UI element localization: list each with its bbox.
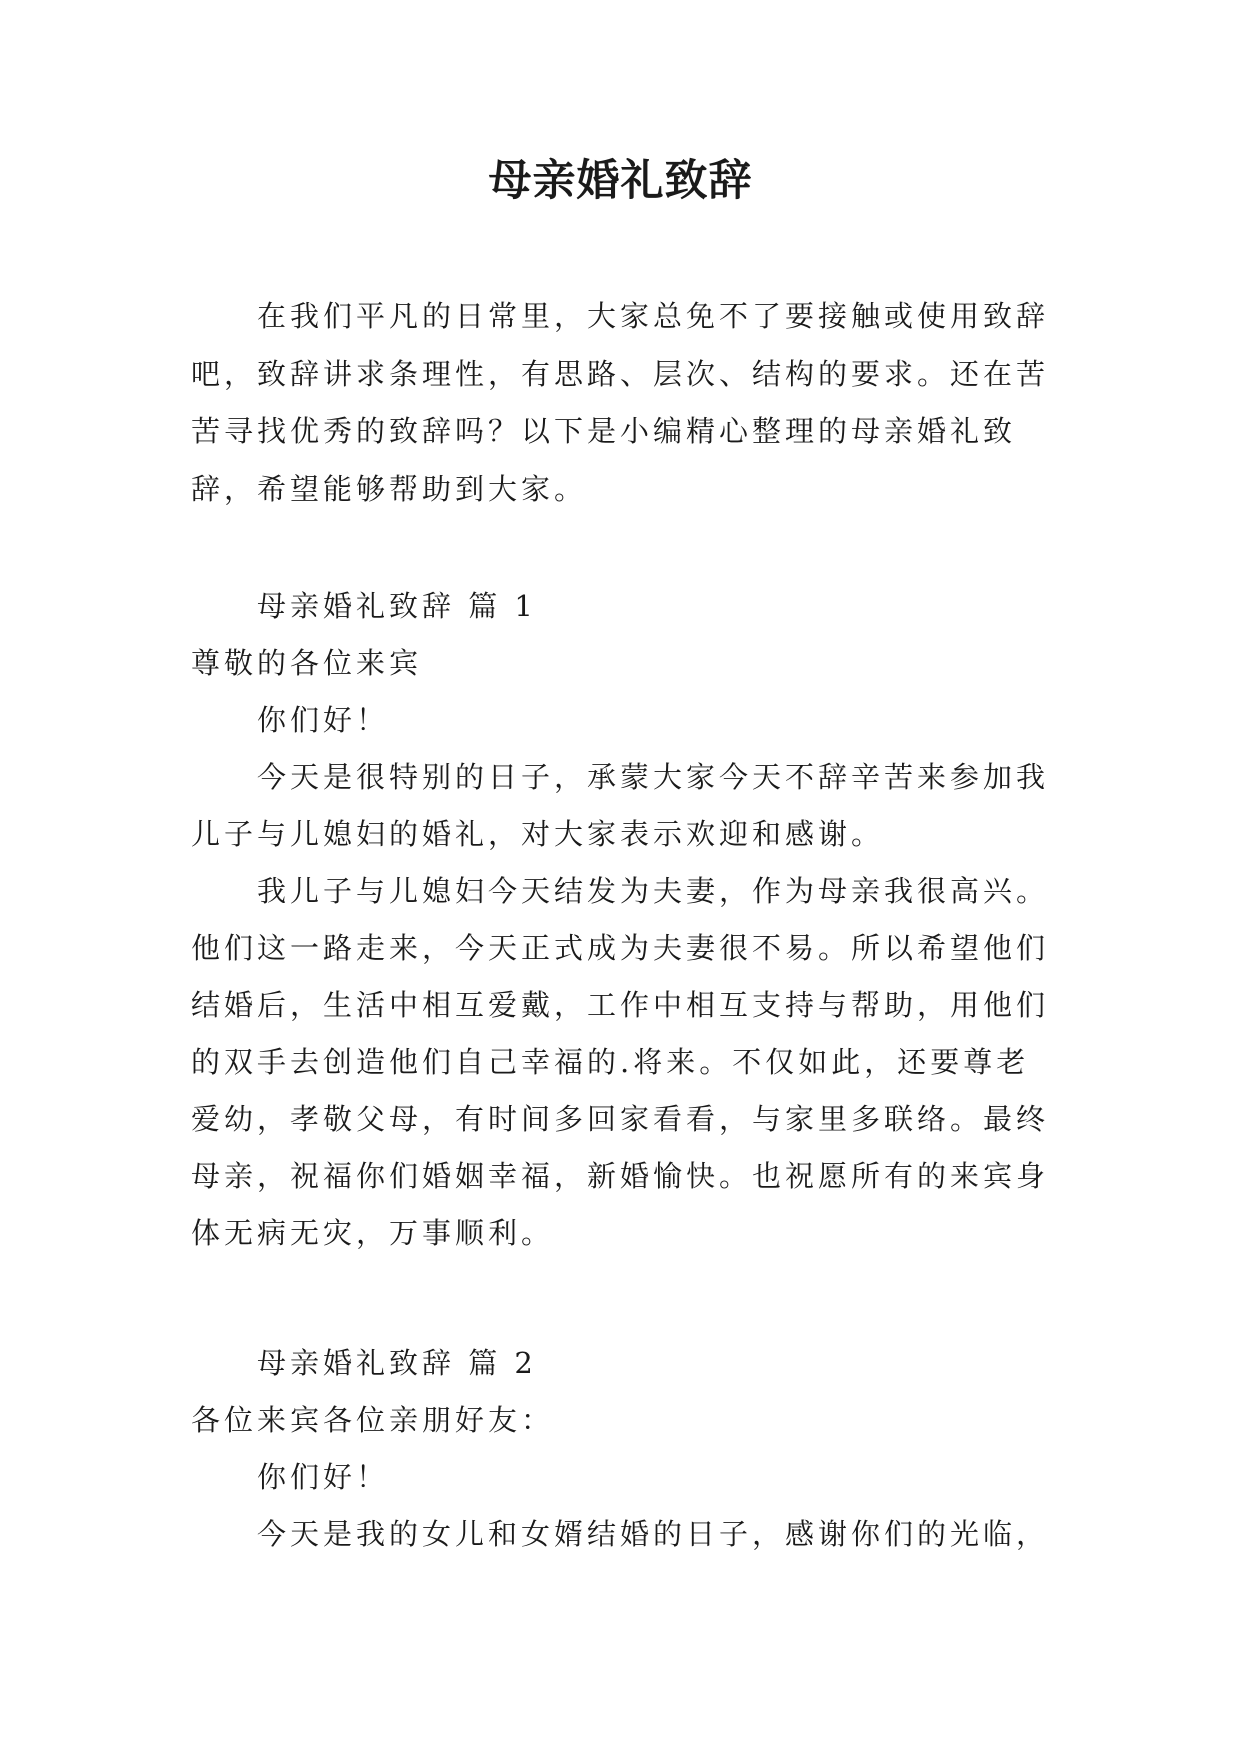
section-2 bbox=[191, 1335, 1061, 1563]
section-heading: 母亲婚礼致辞 篇 1 bbox=[257, 589, 537, 623]
salutation: 尊敬的各位来宾 bbox=[191, 646, 423, 680]
body-paragraph: 我儿子与儿媳妇今天结发为夫妻，作为母亲我很高兴。他们这一路走来，今天正式成为夫妻很不易。所以希望他们结婚后，生活中相互爱戴，工作中相互支持与帮助，用他们的双手去创造他们自己幸福的.将来。不仅如此，还要尊老爱幼，孝敬父母，有时间多回家看看，与家里多联络。最终母亲，祝福你们婚姻幸福，新婚愉快。也祝愿所有的来宾身体无病无灾，万事顺利。 bbox=[191, 874, 1050, 1250]
greeting: 你们好！ bbox=[257, 703, 390, 737]
salutation: 各位来宾各位亲朋好友： bbox=[191, 1403, 555, 1437]
document-title: 母亲婚礼致辞 bbox=[488, 156, 753, 206]
section-heading: 母亲婚礼致辞 篇 2 bbox=[257, 1346, 537, 1380]
section-1 bbox=[191, 578, 1061, 1262]
intro-paragraph: 在我们平凡的日常里，大家总免不了要接触或使用致辞吧，致辞讲求条理性，有思路、层次、结构的要求。还在苦苦寻找优秀的致辞吗？以下是小编精心整理的母亲婚礼致辞，希望能够帮助到大家。 bbox=[191, 299, 1050, 506]
greeting: 你们好！ bbox=[257, 1460, 390, 1494]
body-paragraph: 今天是我的女儿和女婿结婚的日子，感谢你们的光临， bbox=[257, 1517, 1050, 1551]
body-paragraph: 今天是很特别的日子，承蒙大家今天不辞辛苦来参加我儿子与儿媳妇的婚礼，对大家表示欢迎和感谢。 bbox=[191, 760, 1050, 851]
